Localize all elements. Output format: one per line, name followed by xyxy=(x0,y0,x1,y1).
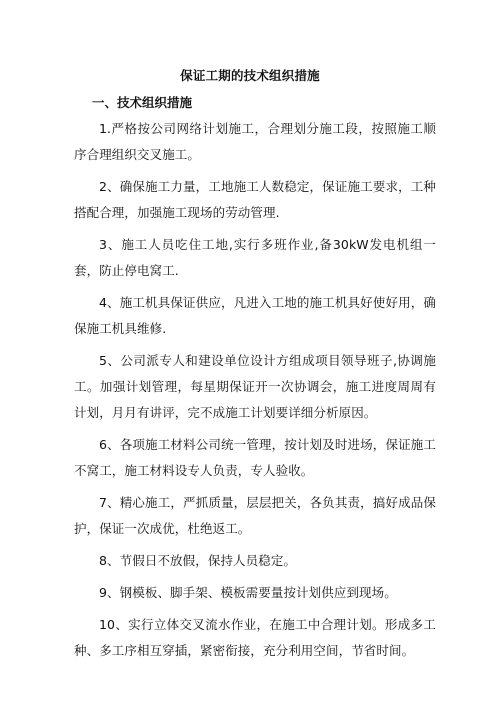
paragraph-9: 9、钢模板、脚手架、模板需要量按计划供应到现场。 xyxy=(99,585,397,600)
paragraph-list xyxy=(74,116,436,670)
paragraph-4: 4、施工机具保证供应，凡进入工地的施工机具好使好用，确保施工机具维修. xyxy=(74,295,436,336)
paragraph-8: 8、节假日不放假，保持人员稳定。 xyxy=(99,553,297,568)
section-heading: 一、技术组织措施 xyxy=(92,95,193,110)
paragraph-6: 6、各项施工材料公司统一管理，按计划及时进场，保证施工不窝工，施工材料设专人负责，专人验收。 xyxy=(74,437,436,478)
paragraph-3: 3、施工人员吃住工地,实行多班作业,备30kW发电机组一套，防止停电窝工. xyxy=(74,237,436,278)
paragraph-10: 10、实行立体交叉流水作业，在施工中合理计划。形成多工种、多工序相互穿插，紧密衔接，充分利用空间，节省时间。 xyxy=(74,617,436,658)
paragraph-2: 2、确保施工力量，工地施工人数稳定，保证施工要求，工种搭配合理，加强施工现场的劳动管理. xyxy=(74,179,436,220)
paragraph-1: 1.严格按公司网络计划施工，合理划分施工段，按照施工顺序合理组织交叉施工。 xyxy=(74,121,436,162)
paragraph-7: 7、精心施工，严抓质量，层层把关，各负其责，搞好成品保护，保证一次成优，杜绝返工。 xyxy=(74,495,436,536)
paragraph-5: 5、公司派专人和建设单位设计方组成项目领导班子,协调施工。加强计划管理，每星期保证开一次协调会，施工进度周周有计划，月月有讲评，完不成施工计划要详细分析原因。 xyxy=(74,353,436,420)
document-title: 保证工期的技术组织措施 xyxy=(180,68,320,83)
